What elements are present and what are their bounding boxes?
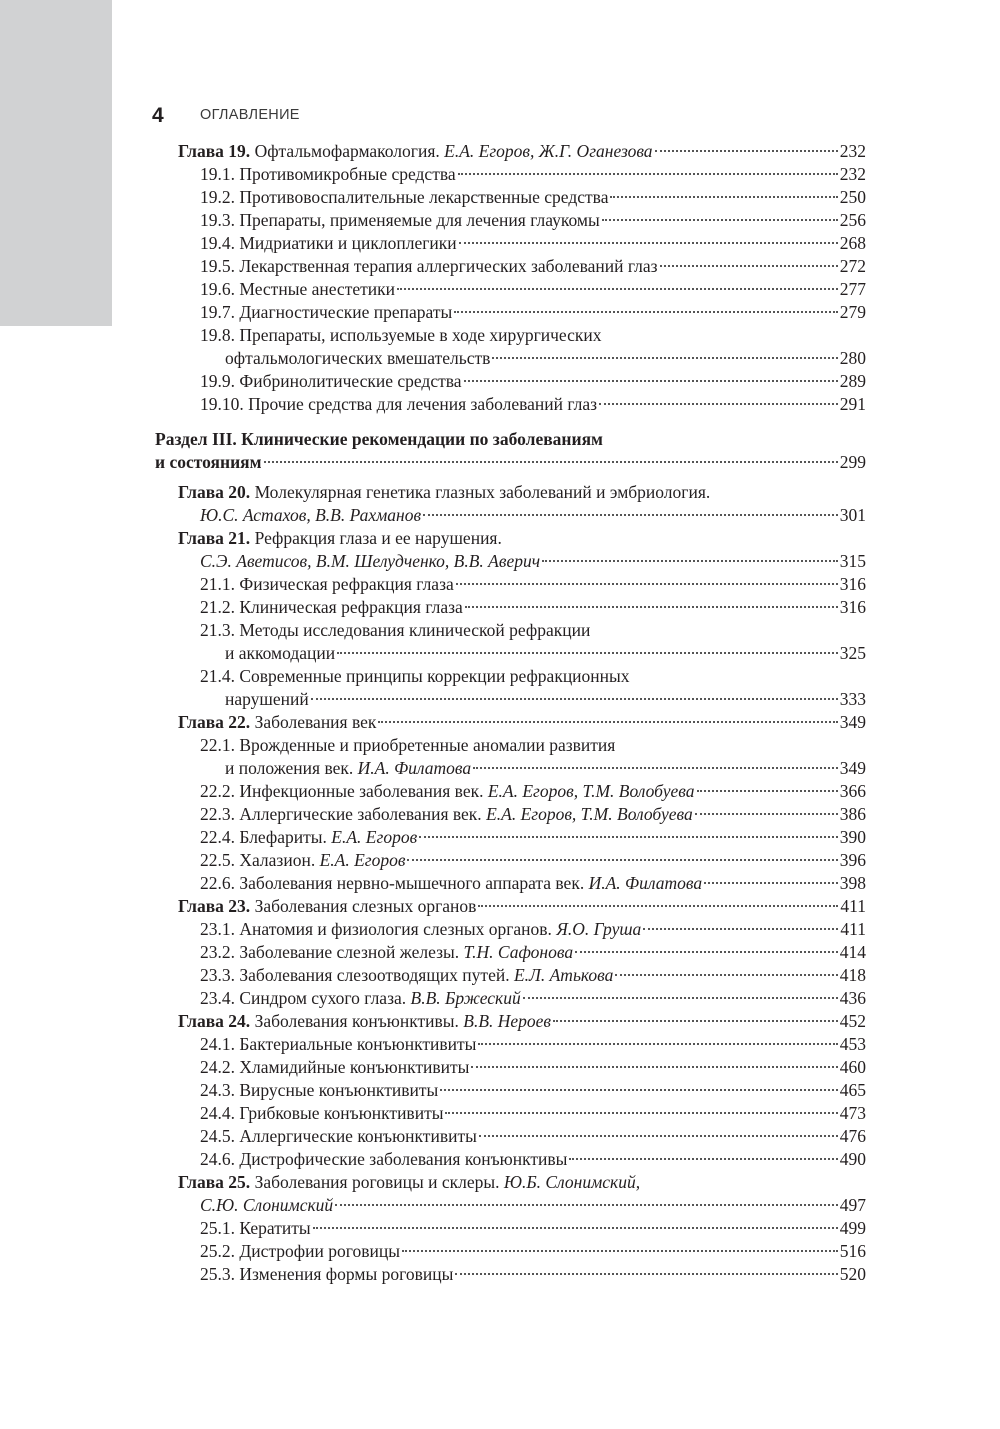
entry-author: Ю.Б. Слонимский, [503, 1172, 641, 1192]
entry-title: 22.6. Заболевания нервно-мышечного аппарата век. [200, 873, 589, 893]
dot-leader [542, 560, 838, 562]
toc-entry[interactable] [200, 987, 866, 1010]
toc-entry-chapter-23[interactable] [178, 895, 866, 918]
entry-title: 24.2. Хламидийные конъюнктивиты [200, 1057, 470, 1077]
toc-entry[interactable] [200, 186, 866, 209]
chapter-label: Глава 25. [178, 1172, 251, 1192]
entry-author: Е.Л. Атькова [513, 965, 614, 985]
toc-entry-part-3[interactable] [155, 428, 866, 451]
toc-entry[interactable] [200, 1240, 866, 1263]
entry-title: и аккомодации [225, 643, 336, 663]
page-ref: 436 [839, 988, 866, 1008]
dot-leader [610, 196, 837, 198]
dot-leader [465, 606, 838, 608]
page-ref: 499 [839, 1218, 866, 1238]
toc-entry[interactable] [200, 370, 866, 393]
entry-title: Молекулярная генетика глазных заболеваний и эмбриология. [250, 482, 711, 502]
page-ref: 232 [839, 141, 866, 161]
entry-title: 22.4. Блефариты. [200, 827, 332, 847]
entry-title: и положения век. [225, 758, 358, 778]
entry-title: 19.9. Фибринолитические средства [200, 371, 462, 391]
entry-author: Е.А. Егоров, Т.М. Волобуева [487, 781, 695, 801]
page-ref: 250 [839, 187, 866, 207]
page-ref: 349 [839, 758, 866, 778]
page-ref: 396 [839, 850, 866, 870]
page-ref: 299 [839, 452, 866, 472]
toc-entry[interactable] [200, 324, 866, 347]
toc-entry[interactable] [200, 1033, 866, 1056]
entry-author: С.Э. Аветисов, В.М. Шелудченко, В.В. Аверич [200, 551, 541, 571]
page-ref: 465 [839, 1080, 866, 1100]
toc-entry[interactable] [200, 918, 866, 941]
chapter-label: Глава 21. [178, 528, 251, 548]
page-ref: 280 [839, 348, 866, 368]
toc-entry[interactable] [200, 278, 866, 301]
entry-title: 22.5. Халазион. [200, 850, 320, 870]
entry-author: Е.А. Егоров, Т.М. Волобуева [486, 804, 693, 824]
dot-leader [455, 1273, 837, 1275]
toc-entry-part-3-continued[interactable] [155, 451, 866, 474]
entry-title: Заболевания слезных органов [250, 896, 477, 916]
entry-title: 21.1. Физическая рефракция глаза [200, 574, 454, 594]
entry-title: 25.2. Дистрофии роговицы [200, 1241, 400, 1261]
page-ref: 315 [839, 551, 866, 571]
page-number: 4 [152, 104, 164, 127]
toc-entry-chapter-21[interactable] [178, 527, 866, 550]
toc-entry[interactable] [200, 1148, 866, 1171]
entry-title: 24.4. Грибковые конъюнктивиты [200, 1103, 444, 1123]
entry-author: И.А. Филатова [357, 758, 472, 778]
dot-leader [473, 767, 838, 769]
toc-entry[interactable] [200, 393, 866, 416]
page-ref: 256 [839, 210, 866, 230]
page-ref: 316 [839, 574, 866, 594]
entry-title: Офтальмофармакология. [250, 141, 445, 161]
entry-title: 23.4. Синдром сухого глаза. [200, 988, 411, 1008]
dot-leader [602, 219, 838, 221]
part-title: и состояниям [155, 452, 262, 472]
toc-entry-continued[interactable] [225, 757, 866, 780]
entry-title: 19.6. Местные анестетики [200, 279, 395, 299]
entry-title: 22.2. Инфекционные заболевания век. [200, 781, 488, 801]
entry-title: 19.2. Противовоспалительные лекарственные средства [200, 187, 609, 207]
toc-entry[interactable] [200, 872, 866, 895]
entry-title: Заболевания роговицы и склеры. [250, 1172, 504, 1192]
entry-title: нарушений [225, 689, 309, 709]
entry-title: 19.10. Прочие средства для лечения заболеваний глаз [200, 394, 598, 414]
page-ref: 325 [839, 643, 866, 663]
dot-leader [407, 859, 837, 861]
dot-leader [479, 1135, 838, 1137]
toc-entry[interactable] [200, 780, 866, 803]
page-ref: 414 [839, 942, 866, 962]
entry-author: В.В. Бржеский [410, 988, 521, 1008]
dot-leader [458, 173, 838, 175]
entry-title: 24.1. Бактериальные конъюнктивиты [200, 1034, 477, 1054]
entry-title: 21.4. Современные принципы коррекции рефракционных [200, 666, 630, 686]
entry-author: Е.А. Егоров, Ж.Г. Оганезова [444, 141, 653, 161]
dot-leader [660, 265, 838, 267]
entry-title: 21.2. Клиническая рефракция глаза [200, 597, 463, 617]
dot-leader [478, 1043, 837, 1045]
toc-entry[interactable] [200, 232, 866, 255]
toc-entry[interactable] [200, 596, 866, 619]
toc-entry-continued[interactable] [225, 642, 866, 665]
entry-title: Заболевания конъюнктивы. [250, 1011, 464, 1031]
page-ref: 453 [839, 1034, 866, 1054]
entry-title: 24.6. Дистрофические заболевания конъюнктивы [200, 1149, 568, 1169]
dot-leader [697, 790, 838, 792]
entry-title: 21.3. Методы исследования клинической рефракции [200, 620, 591, 640]
side-tab-bar [0, 0, 112, 326]
entry-title: 19.5. Лекарственная терапия аллергических заболеваний глаз [200, 256, 658, 276]
toc-entry[interactable] [200, 826, 866, 849]
dot-leader [313, 1227, 838, 1229]
page-ref: 316 [839, 597, 866, 617]
entry-author: Ю.С. Астахов, В.В. Рахманов [200, 505, 422, 525]
page-ref: 279 [839, 302, 866, 322]
dot-leader [643, 928, 838, 930]
page-ref: 452 [839, 1011, 866, 1031]
dot-leader [695, 813, 838, 815]
page-ref: 289 [839, 371, 866, 391]
page-ref: 301 [839, 505, 866, 525]
toc-entry[interactable] [200, 573, 866, 596]
toc-entry[interactable] [200, 209, 866, 232]
page-ref: 291 [839, 394, 866, 414]
page-ref: 277 [839, 279, 866, 299]
toc-entry[interactable] [200, 941, 866, 964]
page-ref: 473 [839, 1103, 866, 1123]
page-ref: 366 [839, 781, 866, 801]
page-ref: 232 [839, 164, 866, 184]
page-ref: 390 [839, 827, 866, 847]
toc-entry-continued[interactable] [225, 347, 866, 370]
toc-entry-chapter-19[interactable] [178, 140, 866, 163]
toc-entry[interactable] [200, 1217, 866, 1240]
page-ref: 349 [839, 712, 866, 732]
entry-title: 19.3. Препараты, применяемые для лечения глаукомы [200, 210, 600, 230]
chapter-label: Глава 22. [178, 712, 251, 732]
entry-title: 19.1. Противомикробные средства [200, 164, 456, 184]
toc-entry[interactable] [200, 803, 866, 826]
toc-entry-chapter-25[interactable] [178, 1171, 866, 1194]
entry-author: Я.О. Груша [556, 919, 642, 939]
toc-entry-continued[interactable] [225, 688, 866, 711]
toc-entry[interactable] [200, 163, 866, 186]
toc-entry-chapter-20[interactable] [178, 481, 866, 504]
chapter-label: Глава 20. [178, 482, 251, 502]
toc-entry-continued[interactable] [200, 1194, 866, 1217]
toc-entry[interactable] [200, 1079, 866, 1102]
entry-author: Е.А. Егоров [319, 850, 406, 870]
entry-title: 25.1. Кератиты [200, 1218, 311, 1238]
page-ref: 460 [839, 1057, 866, 1077]
dot-leader [464, 380, 838, 382]
dot-leader [423, 514, 838, 516]
dot-leader [445, 1112, 837, 1114]
dot-leader [456, 583, 838, 585]
entry-title: 23.1. Анатомия и физиология слезных органов. [200, 919, 557, 939]
dot-leader [478, 905, 838, 907]
dot-leader [440, 1089, 838, 1091]
toc-entry[interactable] [200, 1102, 866, 1125]
dot-leader [337, 652, 838, 654]
page-ref: 268 [839, 233, 866, 253]
dot-leader [471, 1066, 837, 1068]
entry-author: С.Ю. Слонимский [200, 1195, 334, 1215]
dot-leader [454, 311, 838, 313]
toc-entry[interactable] [200, 619, 866, 642]
toc-entry-continued[interactable] [200, 550, 866, 573]
running-title: ОГЛАВЛЕНИЕ [200, 107, 300, 123]
dot-leader [492, 357, 837, 359]
entry-title: 22.3. Аллергические заболевания век. [200, 804, 487, 824]
entry-title: Рефракция глаза и ее нарушения. [250, 528, 502, 548]
entry-title: 22.1. Врожденные и приобретенные аномалии развития [200, 735, 616, 755]
dot-leader [335, 1204, 838, 1206]
toc-entry[interactable] [200, 1263, 866, 1286]
entry-title: 25.3. Изменения формы роговицы [200, 1264, 454, 1284]
entry-title: 24.3. Вирусные конъюнктивиты [200, 1080, 439, 1100]
dot-leader [599, 403, 838, 405]
page-ref: 386 [839, 804, 866, 824]
page-ref: 398 [839, 873, 866, 893]
page-ref: 516 [839, 1241, 866, 1261]
toc-entry[interactable] [200, 255, 866, 278]
dot-leader [311, 698, 838, 700]
entry-title: 24.5. Аллергические конъюнктивиты [200, 1126, 477, 1146]
entry-title: 19.8. Препараты, используемые в ходе хирургических [200, 325, 602, 345]
part-title: Раздел III. Клинические рекомендации по заболеваниям [155, 429, 603, 449]
entry-title: 23.3. Заболевания слезоотводящих путей. [200, 965, 514, 985]
toc-entry[interactable] [200, 734, 866, 757]
dot-leader [553, 1020, 838, 1022]
dot-leader [459, 242, 838, 244]
toc-entry[interactable] [200, 1056, 866, 1079]
page-ref: 333 [839, 689, 866, 709]
page-ref: 411 [840, 896, 866, 916]
entry-author: И.А. Филатова [588, 873, 703, 893]
toc-entry-continued[interactable] [200, 504, 866, 527]
dot-leader [575, 951, 838, 953]
dot-leader [419, 836, 838, 838]
page-ref: 520 [839, 1264, 866, 1284]
page-ref: 272 [839, 256, 866, 276]
toc-entry[interactable] [200, 1125, 866, 1148]
entry-title: офтальмологических вмешательств [225, 348, 491, 368]
page-ref: 497 [839, 1195, 866, 1215]
toc-entry[interactable] [200, 301, 866, 324]
chapter-label: Глава 24. [178, 1011, 251, 1031]
dot-leader [264, 461, 838, 463]
entry-title: Заболевания век [250, 712, 377, 732]
dot-leader [569, 1158, 837, 1160]
entry-title: 23.2. Заболевание слезной железы. [200, 942, 464, 962]
dot-leader [523, 997, 838, 999]
entry-author: Т.Н. Сафонова [463, 942, 574, 962]
toc-entry-chapter-22[interactable] [178, 711, 866, 734]
dot-leader [655, 150, 838, 152]
page-ref: 411 [840, 919, 866, 939]
chapter-label: Глава 23. [178, 896, 251, 916]
entry-title: 19.4. Мидриатики и циклоплегики [200, 233, 457, 253]
toc-entry[interactable] [200, 849, 866, 872]
dot-leader [704, 882, 838, 884]
toc-entry-chapter-24[interactable] [178, 1010, 866, 1033]
toc-entry[interactable] [200, 665, 866, 688]
entry-title: 19.7. Диагностические препараты [200, 302, 453, 322]
page-ref: 418 [839, 965, 866, 985]
chapter-label: Глава 19. [178, 141, 251, 161]
dot-leader [615, 974, 837, 976]
dot-leader [397, 288, 838, 290]
toc-entry[interactable] [200, 964, 866, 987]
entry-author: Е.А. Егоров [331, 827, 418, 847]
entry-author: В.В. Нероев [463, 1011, 552, 1031]
page-ref: 476 [839, 1126, 866, 1146]
dot-leader [402, 1250, 838, 1252]
dot-leader [378, 721, 837, 723]
page-ref: 490 [839, 1149, 866, 1169]
